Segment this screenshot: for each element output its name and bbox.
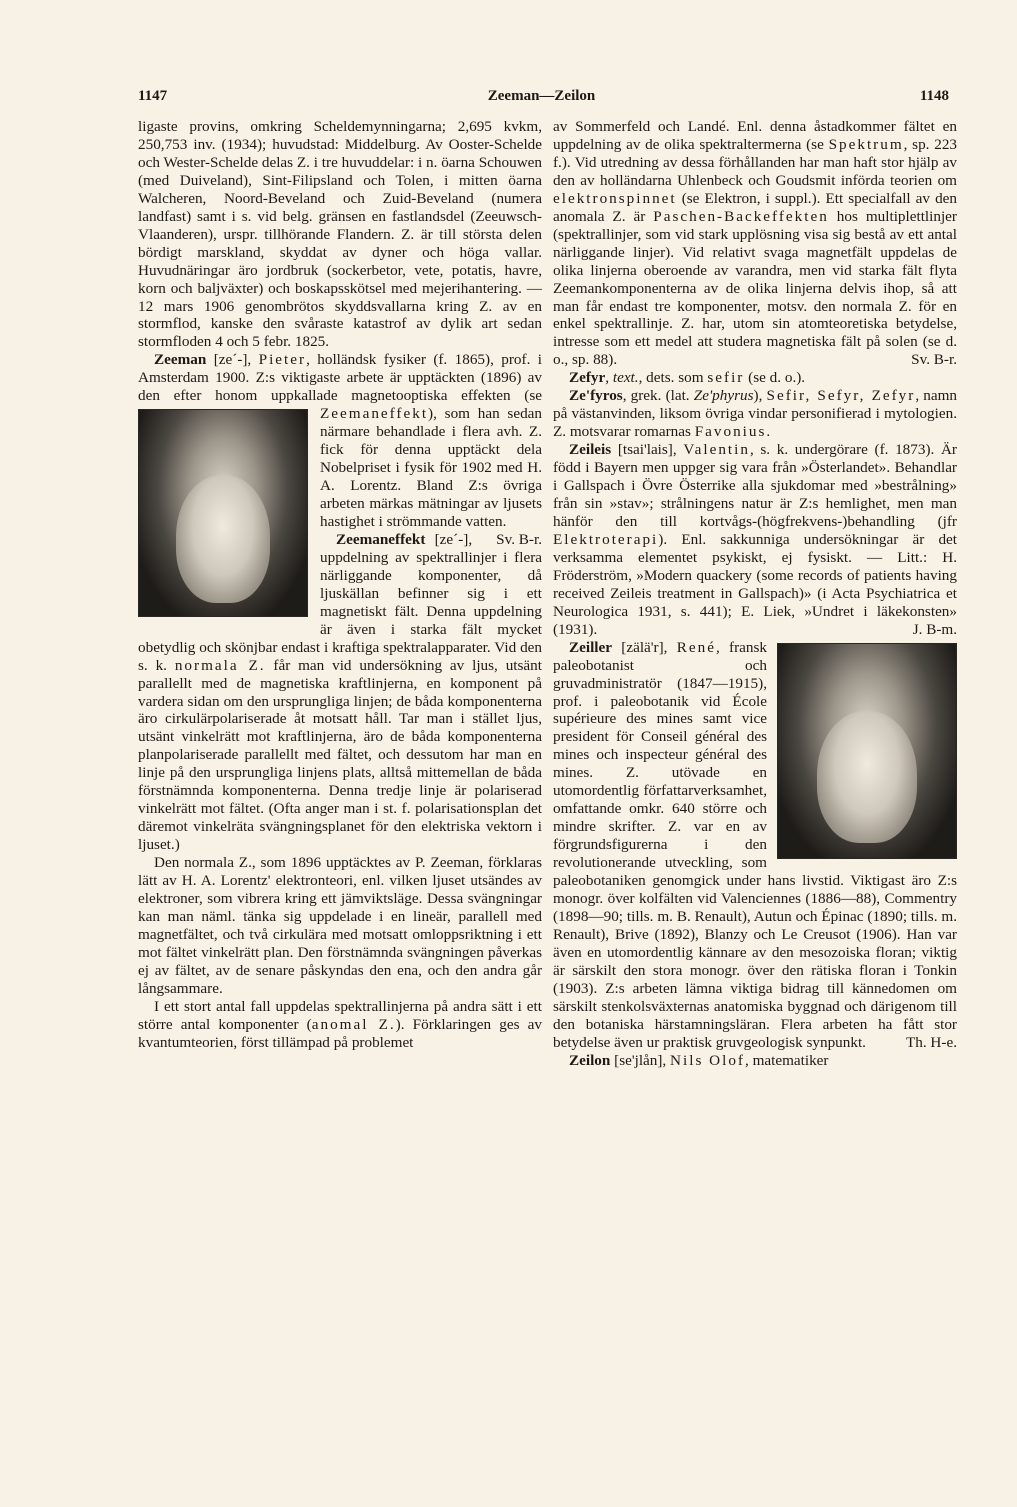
headword-zeemaneffekt: Zeemaneffekt (336, 530, 426, 548)
signature: Sv. B-r. (496, 530, 542, 548)
running-title: Zeeman—Zeilon (487, 88, 596, 104)
entry-zeiller: Zeiller [zälä'r], René , fransk paleobotanist och gruvadministratör (1847—1915), prof. i paleobotanik vid École supérieure des mines samt vice president för Conseil général des mines och inspecteur général des mines. Z. utövade en utomordentlig författarverksamhet, omfattande omkr. 640 större och mindre skrifter. Z. var en av förgrundsfigurerna i den revolutionerande utveckling, som paleobotaniken genomgick under hans livstid. Viktigast äro Z:s monogr. över kolfälten vid Valenciennes (1886—88), Commentry (1898—90; tills. m. B. Renault), Autun och Épinac (1890; tills. m. Renault), Brive (1892), Blanzy och Le Creusot (1906). Han var även en utomordentlig kännare av den mesozoiska floran; viktig är särskilt den stora monogr. över den rätiska floran i Tonkin (1903). Z:s arbeten lämna viktiga bidrag till kännedomen om särskilt stenkolsväxternas anatomiska byggnad och därigenom till den botaniska härstamningsläran. Flera arbeten ha fått stor betydelse även ur praktisk gruvgeologisk synpunkt. Th. H-e. (553, 638, 957, 1051)
zeeland-continuation: ligaste provins, omkring Scheldemynningarna; 2,695 kvkm, 250,753 inv. (1934); huvudstad: Middelburg. Av Ooster-Schelde och Wester-Schelde delas Z. i tre huvuddelar: i n. öarna Schouwen (med Duiveland), Sint-Filipsland och Tolen, i mitten öarna Walcheren, Noord-Beveland och Zuid-Beveland (numera landfast) samt i s. vid belg. gränsen en fastlandsdel (Zeeuwsch-Vlaanderen), urspr. tillhörande Flandern. Z. är till största delen bördigt marskland, skyddat av dyner och höga vallar. Huvudnäringar äro jordbruk (sockerbetor, vete, potatis, havre, korn och baljväxter) och boskapsskötsel med mejerihantering. — 12 mars 1906 genombrötos skyddsvallarna kring Z. av en stormflod, kanske den svåraste katastrof av dylik art sedan stormfloden 4 och 5 febr. 1825. (138, 118, 542, 351)
page-header (134, 88, 949, 112)
entry-zeemaneffekt: Zeemaneffekt [ze´-], uppdelning av spektrallinjer i flera närliggande komponenter, då ljuskällan befinner sig i ett magnetiskt fält. Denna uppdelning är även i starka fält mycket obetydlig och skönjbar endast i kraftiga spektralapparater. Vid den s. k. normala Z. får man vid undersökning av ljus, utsänt parallellt med de magnetiska kraftlinjerna, en komponent på vardera sidan om den ursprungliga linjen; de båda komponenterna äro cirkulärpolariserade åt motsatt håll. Tar man i stället ljus, utsänt vinkelrätt mot kraftlinjerna, äro de båda komponenterna planpolariserade parallellt med fältet, och dessutom har man en linje på den ursprungliga linjens plats, alltså mittemellan de båda förstnämnda komponenterna. Denna tredje linje är polariserad vinkelrätt mot fältet. (Ofta anger man i st. f. polarisationsplan det däremot vinkelräta svängningsplanet för den elektriska vektorn i ljuset.) (138, 530, 542, 854)
entry-zefyros: Ze'fyros, grek. (lat. Ze'phyrus), Sefir, Sefyr, Zefyr, namn på västanvinden, liksom övriga vindar personifierad i mytologien. Z. motsvarar romarnas Favonius. (553, 387, 958, 441)
headword-zeeman: Zeeman (154, 351, 207, 369)
zeemaneffekt-continuation: av Sommerfeld och Landé. Enl. denna åstadkommer fältet en uppdelning av de olika spektraltermerna (se Spektrum, sp. 223 f.). Vid utredning av dessa förhållanden har man haft stor hjälp av den av holländarna Uhlenbeck och Goudsmit införda teorien om elektronspinnet (se Elektron, i suppl.). Ett specialfall av den anomala Z. är Paschen-Backeffekten hos multiplettlinjer (spektrallinjer, som vid stark upplösning visa sig bestå av ett antal närliggande linjer). Vid relativt svaga magnetfält uppdelas de olika linjerna oberoende av varandra, men vid starka fält flyta Zeemankomponenterna av de olika linjerna delvis ihop, så att man får endast tre komponenter, motsv. den normala Z. för en enkel spektrallinje. Z. har, utom sin atomteoretiska betydelse, intresse som ett medel att studera magnetiska fält på solen (se d. o., sp. 88). Sv. B-r. (553, 118, 958, 369)
page-number-left: 1147 (138, 88, 168, 104)
left-column (138, 118, 542, 1052)
entry-zeileis: Zeileis [tsai'lais], Valentin, s. k. undergörare (f. 1873). Är född i Bayern men uppger sig vara från »Österlandet». Behandlar i Gallspach i Övre Österrike alla sjukdomar med »bestrålning» från sin »stav»; strålningens natur är Z:s hemlighet, men man hänför den till kortvågs-(högfrekvens-)behandling (jfr Elektroterapi). Enl. sakkunniga undersökningar är det verksamma elementet psykiskt, ej fysiskt. — Litt.: H. Fröderström, »Modern quackery (some records of patients having received Zeileis treatment in Gallspach)» (i Acta Psychiatrica et Neurologica 1931, s. 441); E. Liek, »Undret i läkekonsten» (1931). J. B-m. (553, 441, 957, 638)
person-name-zeeman: Pieter (258, 351, 307, 369)
xref-zeemaneffekt: Zeemaneffekt (320, 405, 429, 423)
page-number-right: 1148 (919, 88, 949, 104)
entry-zefyr: Zefyr, text., dets. som sefir (se d. o.). (569, 369, 806, 387)
right-column (553, 118, 957, 1070)
portrait-zeiller (777, 643, 957, 859)
portrait-zeeman (138, 409, 308, 617)
headword-zefyros: Ze'fyros (569, 387, 623, 405)
entry-zeilon: Zeilon [se'jlån], Nils Olof, matematiker (569, 1051, 829, 1069)
signature: Th. H-e. (905, 1033, 957, 1051)
paragraph-anomal: I ett stort antal fall uppdelas spektrallinjerna på andra sätt i ett större antal komponenter (anomal Z.). Förklaringen ges av kvantumteorien, först tillämpad på problemet (138, 997, 542, 1051)
headword-zeiller: Zeiller (569, 638, 613, 656)
signature: J. B-m. (912, 620, 957, 638)
signature: Sv. B-r. (911, 351, 957, 369)
headword-zeileis: Zeileis (569, 441, 612, 459)
paragraph-normala: Den normala Z., som 1896 upptäcktes av P. Zeeman, förklaras lätt av H. A. Lorentz' elektronteori, enl. vilken ljuset utsändes av elektroner, som vibrera kring ett jämviktsläge. Dessa svängningar kan man näml. tänka sig uppdelade i en lineär, parallell med magnetfältet, och två cirkulära med motsatt omloppsriktning i ett mot fältet vinkelrätt plan. Den förstnämnda svängningen påverkas ej av fältet, av de senare påskyndas den ena, och den andra går långsammare. (138, 854, 542, 997)
headword-zeilon: Zeilon (569, 1051, 611, 1069)
headword-zefyr: Zefyr (569, 369, 606, 387)
entry-zeeman: Zeeman [ze´-], Pieter, holländsk fysiker (f. 1865), prof. i Amsterdam 1900. Z:s viktigaste arbete är upptäckten (1896) av den efter honom uppkallade magnetooptiska effekten (se Zeemaneffekt), som han sedan närmare behandlade i flera avh. Z. fick för denna upptäckt dela Nobelpriset i fysik för 1902 med H. A. Lorentz. Bland Z:s övriga arbeten märkas mätningar av ljusets hastighet i strömmande vatten. Sv. B-r. (138, 351, 542, 531)
